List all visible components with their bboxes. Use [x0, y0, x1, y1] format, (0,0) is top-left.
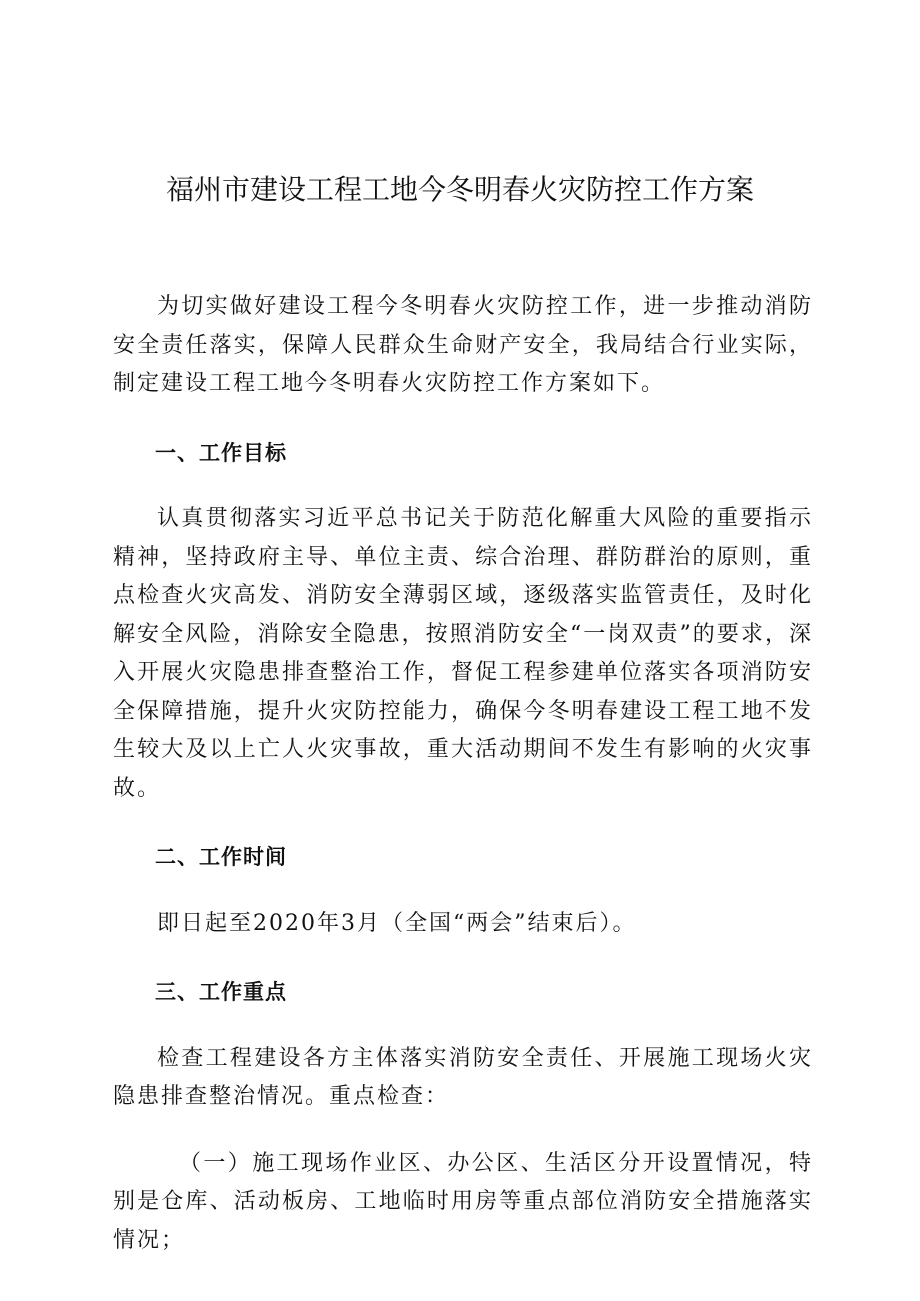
document-body [113, 288, 813, 1260]
section-body-focus: 检查工程建设各方主体落实消防安全责任、开展施工现场火灾隐患排查整治情况。重点检查： [113, 1045, 813, 1109]
focus-item-1: （一）施工现场作业区、办公区、生活区分开设置情况，特别是仓库、活动板房、工地临时用房等重点部位消防安全措施落实情况； [113, 1150, 813, 1253]
intro-paragraph: 为切实做好建设工程今冬明春火灾防控工作，进一步推动消防安全责任落实，保障人民群众生命财产安全，我局结合行业实际，制定建设工程工地今冬明春火灾防控工作方案如下。 [113, 294, 813, 396]
section-body-goals: 认真贯彻落实习近平总书记关于防范化解重大风险的重要指示精神，坚持政府主导、单位主责、综合治理、群防群治的原则，重点检查火灾高发、消防安全薄弱区域，逐级落实监管责任，及时化解安全风险，消除安全隐患，按照消防安全“一岗双责”的要求，深入开展火灾隐患排查整治工作，督促工程参建单位落实各项消防安全保障措施，提升火灾防控能力，确保今冬明春建设工程工地不发生较大及以上亡人火灾事故，重大活动期间不发生有影响的火灾事故。 [113, 506, 813, 801]
document-title: 福州市建设工程工地今冬明春火灾防控工作方案 [165, 173, 754, 206]
section-heading-goals: 一、工作目标 [155, 440, 287, 465]
section-heading-focus: 三、工作重点 [155, 980, 287, 1004]
section-body-time: 即日起至2020年3月（全国“两会”结束后）。 [157, 910, 637, 936]
section-heading-time: 二、工作时间 [155, 845, 287, 869]
